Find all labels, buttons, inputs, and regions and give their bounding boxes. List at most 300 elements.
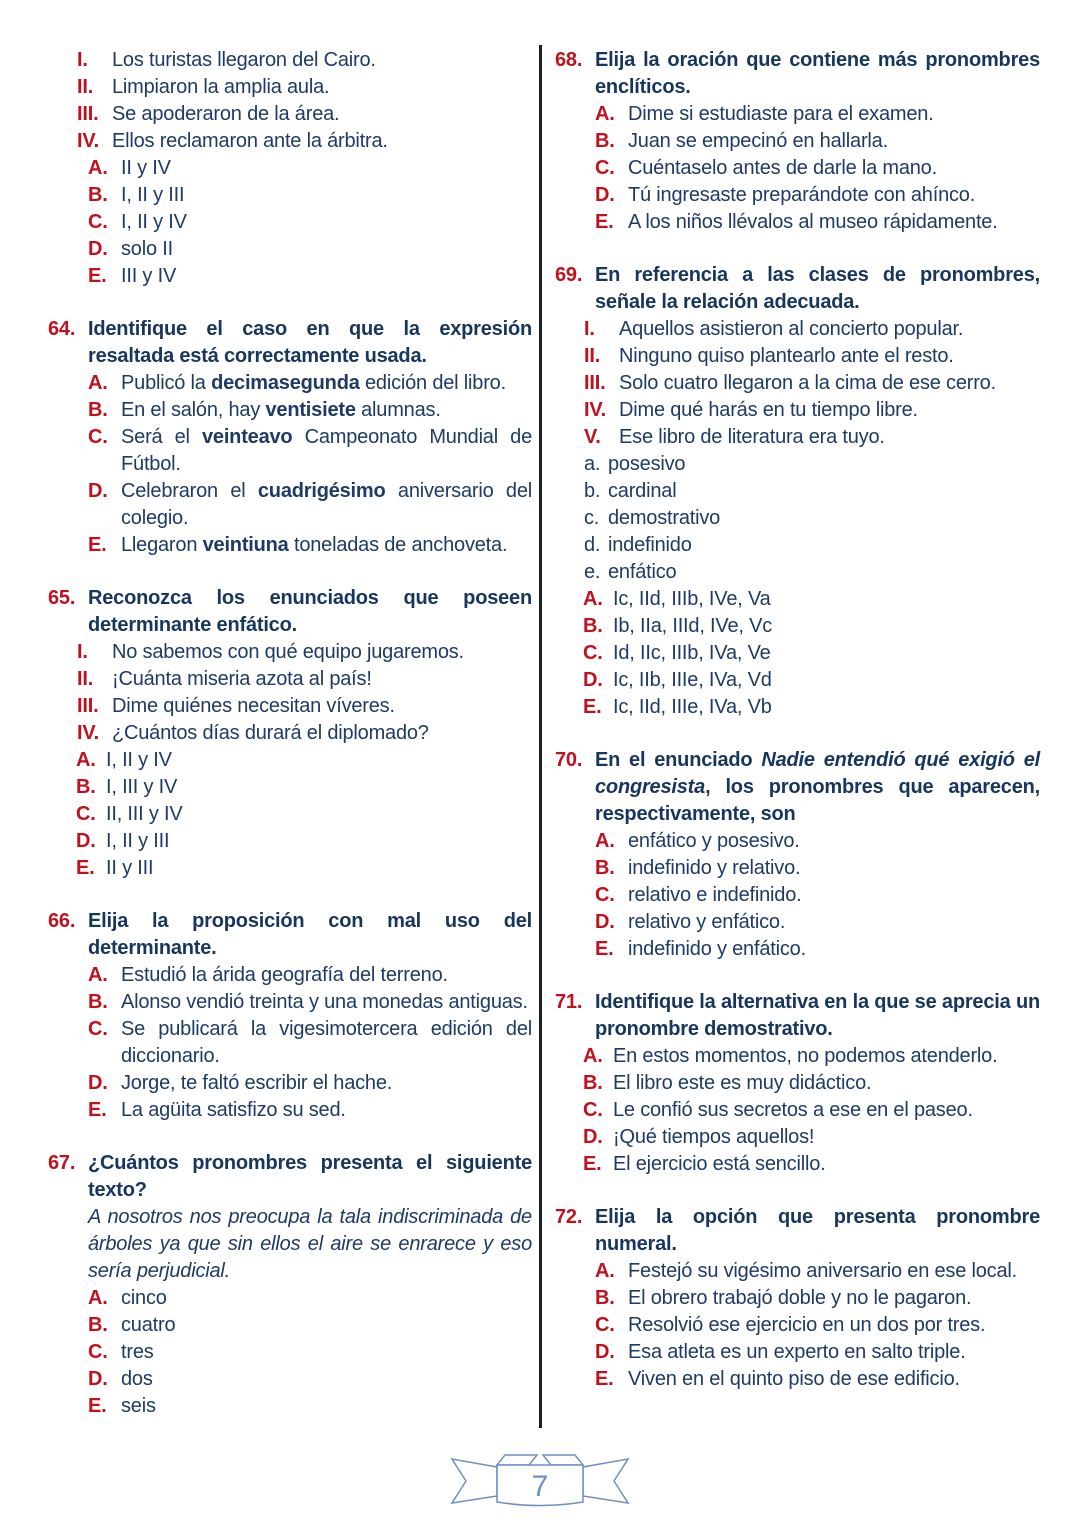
text-run: Festejó su vigésimo aniversario en ese local. <box>628 1260 1017 1282</box>
question-67 <box>48 1150 532 1420</box>
option-row <box>595 1258 1040 1285</box>
roman-item <box>584 370 1040 397</box>
sub-option <box>584 559 1040 586</box>
question-69 <box>555 262 1040 721</box>
option-label: E. <box>595 211 614 233</box>
question-header <box>555 262 1040 316</box>
option-text <box>121 532 532 559</box>
option-label: D. <box>595 911 615 933</box>
option-row <box>595 1366 1040 1393</box>
option-row <box>595 128 1040 155</box>
text-run: Ic, IIb, IIIe, IVa, Vd <box>613 669 772 691</box>
option-row <box>595 1312 1040 1339</box>
option-label: B. <box>88 184 108 206</box>
option-text <box>121 478 532 532</box>
option-row <box>76 801 532 828</box>
text-run: Alonso vendió treinta y una monedas antiguas. <box>121 991 528 1013</box>
option-text <box>106 828 532 855</box>
option-row <box>76 855 532 882</box>
text-run: Reconozca los enunciados que poseen determinante enfático. <box>88 587 532 636</box>
option-text <box>628 128 1040 155</box>
text-run: ventisiete <box>265 399 356 421</box>
roman-item-text: Dime qué harás en tu tiempo libre. <box>619 399 918 421</box>
sub-option <box>584 478 1040 505</box>
roman-item <box>77 101 532 128</box>
option-text <box>121 209 532 236</box>
option-text <box>613 613 1040 640</box>
roman-item-text: ¡Cuánta miseria azota al país! <box>112 668 372 690</box>
option-row <box>76 747 532 774</box>
sub-option-text: posesivo <box>608 453 686 475</box>
option-label: B. <box>583 615 603 637</box>
text-run: En el enunciado <box>595 749 762 771</box>
question-64 <box>48 316 532 559</box>
option-row <box>583 694 1040 721</box>
text-run: ¡Qué tiempos aquellos! <box>613 1126 815 1148</box>
option-text <box>613 1151 1040 1178</box>
roman-item-label: IV. <box>77 130 100 152</box>
option-label: D. <box>88 1368 108 1390</box>
text-run: cinco <box>121 1287 167 1309</box>
option-text <box>628 1339 1040 1366</box>
option-label: E. <box>76 857 95 879</box>
text-run: veinteavo <box>201 426 293 448</box>
text-run: Celebraron el <box>121 480 258 502</box>
option-text <box>628 882 1040 909</box>
text-run: Resolvió ese ejercicio en un dos por tres. <box>628 1314 986 1336</box>
option-text <box>121 1016 532 1070</box>
option-row <box>88 1339 532 1366</box>
question-body <box>48 370 532 559</box>
question-body <box>555 101 1040 236</box>
question-stem <box>595 1204 1040 1258</box>
question-number: 67. <box>48 1152 76 1174</box>
text-run: Ic, IId, IIIb, IVe, Va <box>613 588 771 610</box>
option-label: A. <box>88 1287 108 1309</box>
text-run: II y IV <box>121 157 171 179</box>
option-label: D. <box>583 1126 603 1148</box>
option-text <box>106 774 532 801</box>
roman-item-text: Aquellos asistieron al concierto popular. <box>619 318 964 340</box>
option-text <box>628 828 1040 855</box>
question-header <box>555 747 1040 828</box>
option-label: C. <box>595 1314 615 1336</box>
option-text <box>628 855 1040 882</box>
question-header <box>555 1204 1040 1258</box>
text-run: I, II y IV <box>106 749 172 771</box>
option-row <box>88 532 532 559</box>
question-66 <box>48 908 532 1124</box>
option-label: C. <box>76 803 96 825</box>
option-row <box>76 828 532 855</box>
option-row <box>88 1393 532 1420</box>
text-run: cuatro <box>121 1314 176 1336</box>
option-row <box>88 478 532 532</box>
page-number: 7 <box>531 1470 549 1503</box>
option-row <box>595 936 1040 963</box>
option-row <box>88 962 532 989</box>
text-run: Cuéntaselo antes de darle la mano. <box>628 157 937 179</box>
option-label: C. <box>583 642 603 664</box>
option-text <box>613 1097 1040 1124</box>
option-label: A. <box>595 830 615 852</box>
text-run: En referencia a las clases de pronombres, señale la relación adecuada. <box>595 264 1040 313</box>
question-stem <box>88 585 532 639</box>
sub-option-label: a. <box>584 453 601 475</box>
sub-option-label: b. <box>584 480 601 502</box>
question-continuation <box>48 47 532 290</box>
option-row <box>88 397 532 424</box>
option-row <box>583 640 1040 667</box>
option-row <box>595 101 1040 128</box>
option-label: B. <box>76 776 96 798</box>
question-header <box>48 316 532 370</box>
option-row <box>583 1124 1040 1151</box>
column-divider <box>539 45 542 1428</box>
option-label: E. <box>595 1368 614 1390</box>
sub-option-text: cardinal <box>608 480 677 502</box>
question-body <box>48 47 532 290</box>
sub-option <box>584 505 1040 532</box>
option-row <box>583 613 1040 640</box>
text-run: Elija la opción que presenta pronombre numeral. <box>595 1206 1040 1255</box>
question-68 <box>555 47 1040 236</box>
roman-item-label: III. <box>77 103 99 125</box>
text-run: Identifique el caso en que la expresión resaltada está correctamente usada. <box>88 318 532 367</box>
text-run: decimasegunda <box>211 372 360 394</box>
option-label: A. <box>583 588 603 610</box>
roman-item-text: ¿Cuántos días durará el diplomado? <box>112 722 429 744</box>
text-run: A los niños llévalos al museo rápidamente. <box>628 211 998 233</box>
option-row <box>88 370 532 397</box>
text-run: El libro este es muy didáctico. <box>613 1072 872 1094</box>
question-number: 72. <box>555 1206 583 1228</box>
option-row <box>88 1016 532 1070</box>
option-text <box>121 1097 532 1124</box>
text-run: Juan se empecinó en hallarla. <box>628 130 888 152</box>
ribbon-right-tail <box>583 1459 628 1503</box>
option-text <box>628 909 1040 936</box>
question-body <box>555 828 1040 963</box>
question-70 <box>555 747 1040 963</box>
option-label: C. <box>595 157 615 179</box>
option-row <box>76 774 532 801</box>
option-text <box>121 236 532 263</box>
roman-item <box>584 424 1040 451</box>
left-column <box>48 47 532 1420</box>
option-text <box>121 1285 532 1312</box>
text-run: solo II <box>121 238 173 260</box>
sub-option-label: d. <box>584 534 601 556</box>
option-label: B. <box>88 399 108 421</box>
text-run: indefinido y relativo. <box>628 857 801 879</box>
option-label: D. <box>88 238 108 260</box>
question-header <box>48 1150 532 1204</box>
option-label: E. <box>88 1395 107 1417</box>
option-text <box>613 1124 1040 1151</box>
option-label: E. <box>88 265 107 287</box>
option-text <box>121 1312 532 1339</box>
text-run: I, II y III <box>106 830 170 852</box>
roman-item-label: IV. <box>77 722 100 744</box>
question-stem <box>88 316 532 370</box>
option-label: A. <box>76 749 96 771</box>
question-71 <box>555 989 1040 1178</box>
question-number: 70. <box>555 749 583 771</box>
text-run: Elija la proposición con mal uso del determinante. <box>88 910 532 959</box>
roman-item <box>77 74 532 101</box>
text-run: Jorge, te faltó escribir el hache. <box>121 1072 393 1094</box>
roman-item-text: Dime quiénes necesitan víveres. <box>112 695 395 717</box>
text-run: Identifique la alternativa en la que se aprecia un pronombre demostrativo. <box>595 991 1040 1040</box>
question-passage: A nosotros nos preocupa la tala indiscriminada de árboles ya que sin ellos el aire se enrarece y eso sería perjudicial. <box>88 1206 532 1282</box>
question-body <box>555 316 1040 721</box>
text-run: La agüita satisfizo su sed. <box>121 1099 346 1121</box>
option-label: E. <box>88 1099 107 1121</box>
sub-option-text: indefinido <box>608 534 692 556</box>
text-run: alumnas. <box>355 399 441 421</box>
text-run: veintiuna <box>202 534 289 556</box>
question-header <box>555 47 1040 101</box>
roman-item-text: Los turistas llegaron del Cairo. <box>112 49 376 71</box>
sub-option-label: c. <box>584 507 600 529</box>
question-number: 69. <box>555 264 583 286</box>
option-text <box>613 694 1040 721</box>
question-number: 71. <box>555 991 583 1013</box>
roman-item-label: III. <box>77 695 99 717</box>
text-run: Estudió la árida geografía del terreno. <box>121 964 448 986</box>
option-text <box>613 640 1040 667</box>
text-run: seis <box>121 1395 156 1417</box>
option-label: D. <box>583 669 603 691</box>
roman-item <box>77 666 532 693</box>
text-run: tres <box>121 1341 154 1363</box>
roman-item-label: II. <box>77 668 94 690</box>
option-text <box>628 1285 1040 1312</box>
option-row <box>595 209 1040 236</box>
text-run: I, II y IV <box>121 211 187 233</box>
option-label: B. <box>595 857 615 879</box>
option-label: A. <box>88 964 108 986</box>
option-row <box>583 1043 1040 1070</box>
question-number: 65. <box>48 587 76 609</box>
ribbon-graphic <box>445 1452 635 1510</box>
question-body <box>48 1204 532 1420</box>
text-run: Ic, IId, IIIe, IVa, Vb <box>613 696 772 718</box>
option-label: C. <box>88 426 108 448</box>
question-stem <box>88 1150 532 1204</box>
option-text <box>628 182 1040 209</box>
option-text <box>121 155 532 182</box>
roman-item-label: III. <box>584 372 606 394</box>
option-row <box>595 828 1040 855</box>
question-header <box>48 585 532 639</box>
question-stem <box>595 47 1040 101</box>
question-number: 66. <box>48 910 76 932</box>
question-body <box>555 1043 1040 1178</box>
ribbon-left-fold <box>497 1455 537 1465</box>
roman-item-text: Ninguno quiso plantearlo ante el resto. <box>619 345 954 367</box>
option-text <box>121 424 532 478</box>
text-run: ¿Cuántos pronombres presenta el siguiente texto? <box>88 1152 532 1201</box>
text-run: Tú ingresaste preparándote con ahínco. <box>628 184 976 206</box>
option-label: A. <box>583 1045 603 1067</box>
question-body <box>48 962 532 1124</box>
text-run: Elija la oración que contiene más pronombres enclíticos. <box>595 49 1040 98</box>
roman-item-label: IV. <box>584 399 607 421</box>
roman-item-text: Limpiaron la amplia aula. <box>112 76 330 98</box>
option-row <box>583 586 1040 613</box>
option-row <box>88 1366 532 1393</box>
option-label: B. <box>595 1287 615 1309</box>
option-label: D. <box>76 830 96 852</box>
option-text <box>121 397 532 424</box>
option-label: E. <box>583 1153 602 1175</box>
roman-item-label: I. <box>77 49 88 71</box>
roman-item-text: Ese libro de literatura era tuyo. <box>619 426 885 448</box>
option-text <box>121 263 532 290</box>
option-text <box>628 155 1040 182</box>
text-run: II, III y IV <box>106 803 183 825</box>
option-row <box>583 1151 1040 1178</box>
text-run: Le confió sus secretos a ese en el paseo. <box>613 1099 973 1121</box>
roman-item <box>77 639 532 666</box>
text-run: relativo y enfático. <box>628 911 786 933</box>
option-label: C. <box>595 884 615 906</box>
option-row <box>88 1097 532 1124</box>
option-text <box>121 370 532 397</box>
question-65 <box>48 585 532 882</box>
text-run: En estos momentos, no podemos atenderlo. <box>613 1045 998 1067</box>
option-label: A. <box>595 103 615 125</box>
text-run: I, III y IV <box>106 776 178 798</box>
roman-item-label: I. <box>77 641 88 663</box>
option-row <box>583 667 1040 694</box>
text-run: cuadrigésimo <box>257 480 386 502</box>
text-run: Id, IIc, IIIb, IVa, Ve <box>613 642 771 664</box>
option-text <box>121 1366 532 1393</box>
text-run: edición del libro. <box>359 372 506 394</box>
option-text <box>106 747 532 774</box>
option-label: B. <box>88 991 108 1013</box>
option-row <box>595 155 1040 182</box>
text-run: toneladas de anchoveta. <box>288 534 508 556</box>
text-run: Publicó la <box>121 372 212 394</box>
text-run: enfático y posesivo. <box>628 830 800 852</box>
option-label: C. <box>88 1018 108 1040</box>
roman-item-label: I. <box>584 318 595 340</box>
option-text <box>628 936 1040 963</box>
option-row <box>88 1312 532 1339</box>
option-text <box>628 1258 1040 1285</box>
roman-item <box>584 343 1040 370</box>
option-row <box>583 1070 1040 1097</box>
question-header <box>48 908 532 962</box>
option-row <box>88 1285 532 1312</box>
option-text <box>121 989 532 1016</box>
option-row <box>88 182 532 209</box>
option-text <box>121 1339 532 1366</box>
text-run: indefinido y enfático. <box>628 938 806 960</box>
right-column <box>555 47 1040 1420</box>
option-label: D. <box>595 184 615 206</box>
option-row <box>595 1285 1040 1312</box>
question-stem <box>595 747 1040 828</box>
option-row <box>88 263 532 290</box>
option-row <box>595 182 1040 209</box>
option-text <box>613 586 1040 613</box>
option-label: D. <box>88 1072 108 1094</box>
option-text <box>628 101 1040 128</box>
roman-item <box>77 720 532 747</box>
text-run: Viven en el quinto piso de ese edificio. <box>628 1368 960 1390</box>
roman-item <box>584 316 1040 343</box>
text-run: Dime si estudiaste para el examen. <box>628 103 934 125</box>
option-row <box>595 909 1040 936</box>
sub-option <box>584 451 1040 478</box>
option-text <box>106 801 532 828</box>
question-72 <box>555 1204 1040 1393</box>
option-label: A. <box>88 157 108 179</box>
option-label: A. <box>595 1260 615 1282</box>
option-label: E. <box>88 534 107 556</box>
option-text <box>121 1393 532 1420</box>
question-body <box>48 639 532 882</box>
option-text <box>628 1366 1040 1393</box>
roman-item-text: Ellos reclamaron ante la árbitra. <box>112 130 388 152</box>
text-run: El ejercicio está sencillo. <box>613 1153 826 1175</box>
sub-option-label: e. <box>584 561 601 583</box>
question-number: 68. <box>555 49 583 71</box>
option-label: B. <box>88 1314 108 1336</box>
roman-item-label: II. <box>77 76 94 98</box>
text-run: aniversario del colegio. <box>121 480 532 529</box>
roman-item <box>77 128 532 155</box>
text-run: Se publicará la vigesimotercera edición del diccionario. <box>121 1018 532 1067</box>
option-label: C. <box>583 1099 603 1121</box>
roman-item-label: II. <box>584 345 601 367</box>
text-run: III y IV <box>121 265 177 287</box>
option-label: B. <box>583 1072 603 1094</box>
option-text <box>121 182 532 209</box>
text-run: Ib, IIa, IIId, IVe, Vc <box>613 615 773 637</box>
option-row <box>88 424 532 478</box>
option-row <box>88 989 532 1016</box>
option-label: C. <box>88 211 108 233</box>
text-run: relativo e indefinido. <box>628 884 802 906</box>
option-row <box>595 882 1040 909</box>
option-row <box>88 209 532 236</box>
question-stem <box>595 989 1040 1043</box>
option-row <box>88 155 532 182</box>
roman-item-text: No sabemos con qué equipo jugaremos. <box>112 641 464 663</box>
option-text <box>628 1312 1040 1339</box>
ribbon-right-fold <box>543 1455 583 1465</box>
option-text <box>121 962 532 989</box>
option-label: E. <box>595 938 614 960</box>
option-label: E. <box>583 696 602 718</box>
page-number-ribbon <box>445 1452 635 1510</box>
roman-item <box>584 397 1040 424</box>
option-label: A. <box>88 372 108 394</box>
option-label: D. <box>88 480 108 502</box>
roman-item <box>77 47 532 74</box>
roman-item-text: Solo cuatro llegaron a la cima de ese cerro. <box>619 372 996 394</box>
question-body <box>555 1258 1040 1393</box>
question-stem <box>595 262 1040 316</box>
option-text <box>121 1070 532 1097</box>
sub-option-text: enfático <box>608 561 677 583</box>
